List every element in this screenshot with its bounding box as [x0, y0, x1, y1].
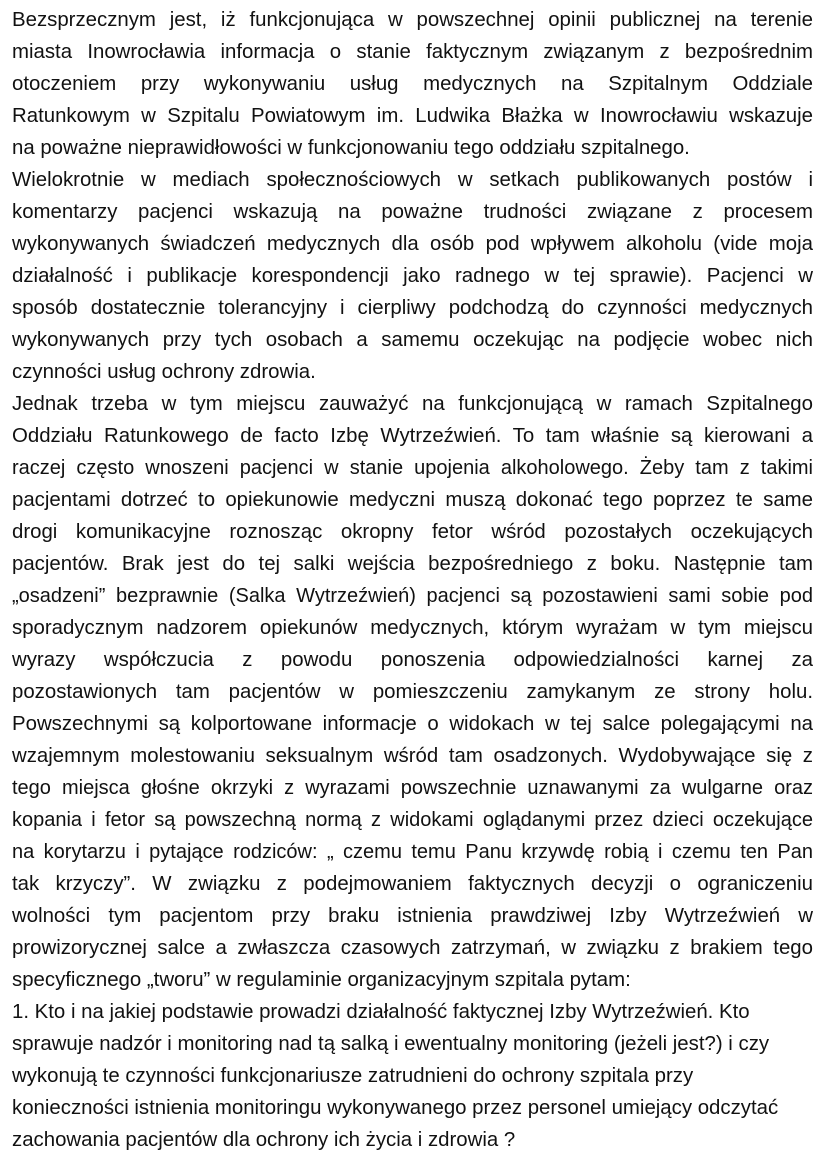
text-line: wzajemnym molestowaniu seksualnym wśród tam osadzonych. Wydobywające się z	[12, 745, 813, 767]
text-line: na poważne nieprawidłowości w funkcjonowaniu tego oddziału szpitalnego.	[12, 137, 690, 159]
text-line: Jednak trzeba w tym miejscu zauważyć na funkcjonującą w ramach Szpitalnego	[12, 393, 813, 415]
text-line: otoczeniem przy wykonywaniu usług medycznych na Szpitalnym Oddziale	[12, 73, 813, 95]
text-line: 1. Kto i na jakiej podstawie prowadzi działalność faktycznej Izby Wytrzeźwień. Kto	[12, 1001, 750, 1023]
text-line: Bezsprzecznym jest, iż funkcjonująca w powszechnej opinii publicznej na terenie	[12, 9, 813, 31]
text-line: pacjentami dotrzeć to opiekunowie medyczni muszą dokonać tego poprzez te same	[12, 489, 813, 511]
text-line: raczej często wnoszeni pacjenci w stanie upojenia alkoholowego. Żeby tam z takimi	[12, 457, 813, 479]
text-line: Wielokrotnie w mediach społecznościowych w setkach publikowanych postów i	[12, 169, 813, 191]
paragraph-social-media	[12, 164, 813, 388]
question-list-item-1	[12, 996, 813, 1156]
text-line: miasta Inowrocławia informacja o stanie faktycznym związanym z bezpośrednim	[12, 41, 813, 63]
text-line: sprawuje nadzór i monitoring nad tą salką i ewentualny monitoring (jeżeli jest?) i czy	[12, 1033, 770, 1055]
text-line: komentarzy pacjenci wskazują na poważne trudności związane z procesem	[12, 201, 813, 223]
text-line: pozostawionych tam pacjentów w pomieszczeniu zamykanym ze strony holu.	[12, 681, 813, 703]
text-line: specyficznego „tworu” w regulaminie organizacyjnym szpitala pytam:	[12, 969, 631, 991]
text-line: wykonują te czynności funkcjonariusze zatrudnieni do ochrony szpitala przy	[12, 1065, 694, 1087]
text-line: drogi komunikacyjne roznosząc okropny fetor wśród pozostałych oczekujących	[12, 521, 813, 543]
text-line: Oddziału Ratunkowego de facto Izbę Wytrzeźwień. To tam właśnie są kierowani a	[12, 425, 813, 447]
text-line: wykonywanych przy tych osobach a samemu oczekując na podjęcie wobec nich	[12, 329, 813, 351]
text-line: tak krzyczy”. W związku z podejmowaniem faktycznych decyzji o ograniczeniu	[12, 873, 813, 895]
document-page	[12, 4, 813, 1156]
text-line: tego miejsca głośne okrzyki z wyrazami powszechnie uznawanymi za wulgarne oraz	[12, 777, 813, 799]
paragraph-intro	[12, 4, 813, 164]
text-line: prowizorycznej salce a zwłaszcza czasowych zatrzymań, w związku z brakiem tego	[12, 937, 813, 959]
text-line: Powszechnymi są kolportowane informacje o widokach w tej salce polegającymi na	[12, 713, 813, 735]
text-line: zachowania pacjentów dla ochrony ich życia i zdrowia ?	[12, 1129, 516, 1151]
text-line: konieczności istnienia monitoringu wykonywanego przez personel umiejący odczytać	[12, 1097, 779, 1119]
text-line: sposób dostatecznie tolerancyjny i cierpliwy podchodzą do czynności medycznych	[12, 297, 813, 319]
text-line: wykonywanych świadczeń medycznych dla osób pod wpływem alkoholu (vide moja	[12, 233, 813, 255]
text-line: pacjentów. Brak jest do tej salki wejścia bezpośredniego z boku. Następnie tam	[12, 553, 813, 575]
text-line: kopania i fetor są powszechną normą z widokami oglądanymi przez dzieci oczekujące	[12, 809, 813, 831]
text-line: wyrazy współczucia z powodu ponoszenia odpowiedzialności karnej za	[12, 649, 813, 671]
text-line: sporadycznym nadzorem opiekunów medycznych, którym wyrażam w tym miejscu	[12, 617, 813, 639]
text-line: czynności usług ochrony zdrowia.	[12, 361, 316, 383]
text-line: na korytarzu i pytające rodziców: „ czemu temu Panu krzywdę robią i czemu ten Pan	[12, 841, 813, 863]
text-line: „osadzeni” bezprawnie (Salka Wytrzeźwień) pacjenci są pozostawieni sami sobie pod	[12, 585, 813, 607]
text-line: Ratunkowym w Szpitalu Powiatowym im. Ludwika Błażka w Inowrocławiu wskazuje	[12, 105, 813, 127]
text-line: wolności tym pacjentom przy braku istnienia prawdziwej Izby Wytrzeźwień w	[12, 905, 813, 927]
text-line: działalność i publikacje korespondencji jako radnego w tej sprawie). Pacjenci w	[12, 265, 813, 287]
paragraph-sobering-room	[12, 388, 813, 996]
